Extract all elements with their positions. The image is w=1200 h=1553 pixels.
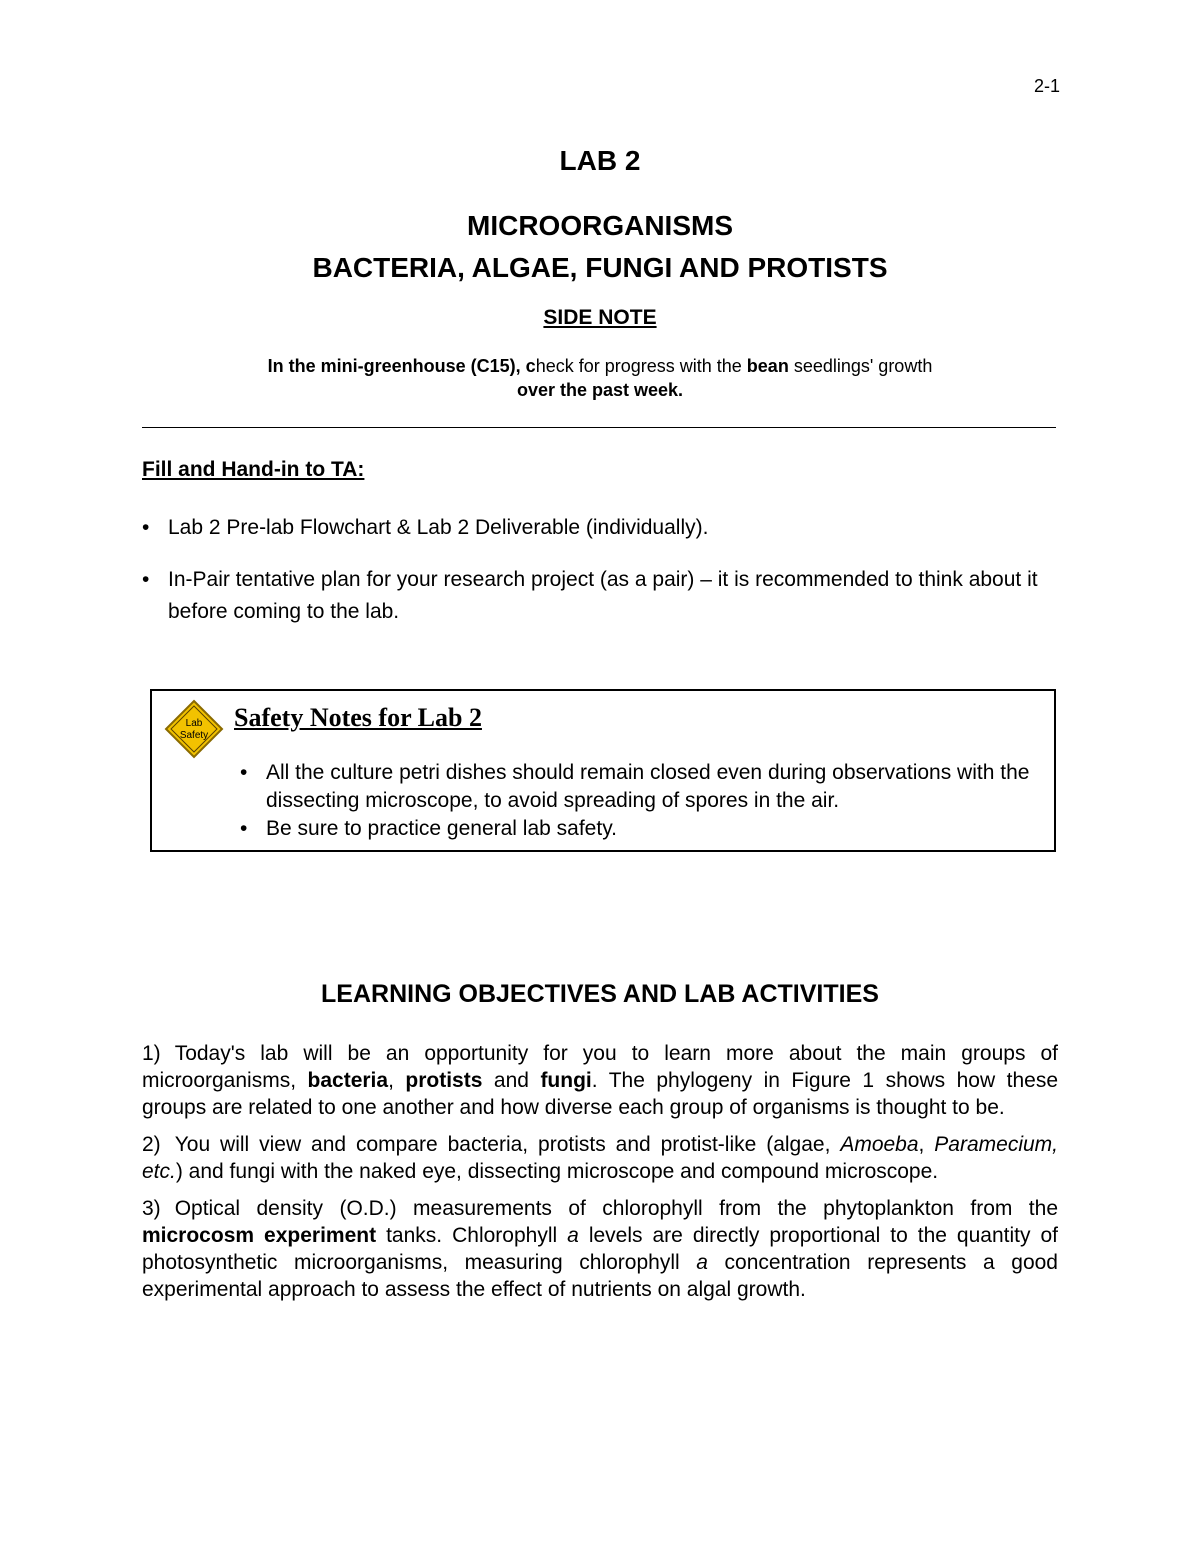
- side-note-text: [0, 354, 1200, 402]
- objective-text: tanks. Chlorophyll: [376, 1224, 568, 1247]
- hand-in-item: • In-Pair tentative plan for your research project (as a pair) – it is recommended to think about it before coming to the lab.: [142, 564, 1062, 628]
- term-chlorophyll-a: a: [696, 1251, 708, 1274]
- objective-text: You will view and compare bacteria, protists and protist-like (algae,: [174, 1133, 841, 1156]
- side-note-check: heck for progress with the: [535, 356, 747, 376]
- term-bacteria: bacteria: [307, 1069, 389, 1092]
- subtitle-microorganisms: MICROORGANISMS: [467, 210, 733, 241]
- safety-heading: Safety Notes for Lab 2: [234, 703, 482, 732]
- objective-text: levels are directly proportional to the quantity of photosynthetic microorganisms, measuring chlorophyll: [142, 1224, 1058, 1274]
- section-divider: [142, 427, 1056, 428]
- objectives-heading: LEARNING OBJECTIVES AND LAB ACTIVITIES: [321, 980, 879, 1008]
- safety-notes-box: [150, 689, 1056, 852]
- hand-in-item: • Lab 2 Pre-lab Flowchart & Lab 2 Deliverable (individually).: [142, 512, 1062, 544]
- safety-sign-line1: Lab: [185, 718, 203, 729]
- term-chlorophyll-a: a: [567, 1224, 579, 1247]
- objective-number: 3): [142, 1197, 161, 1220]
- side-note-bold-intro: In the mini-greenhouse (C15), c: [267, 356, 536, 376]
- objective-text: . The phylogeny in Figure 1 shows how these groups are related to one another and how diverse each group of organisms is thought to be.: [142, 1069, 1058, 1119]
- page-number: 2-1: [1033, 76, 1060, 96]
- objective-text: and: [482, 1069, 541, 1092]
- objectives-list: [142, 1040, 1058, 1313]
- objective-text: concentration represents a good experimental approach to assess the effect of nutrients on algal growth.: [142, 1251, 1058, 1301]
- objective-1: [142, 1040, 1058, 1121]
- objective-3: [142, 1195, 1058, 1303]
- title-block: [0, 143, 1200, 289]
- side-note-bean: bean: [746, 356, 789, 376]
- safety-list: [240, 759, 1040, 843]
- objective-text: Optical density (O.D.) measurements of chlorophyll from the phytoplankton from the: [174, 1197, 1058, 1220]
- objective-number: 1): [142, 1042, 161, 1065]
- objective-text: ,: [918, 1133, 935, 1156]
- objective-number: 2): [142, 1133, 161, 1156]
- fill-hand-in-heading: Fill and Hand-in to TA:: [142, 458, 365, 481]
- term-fungi: fungi: [540, 1069, 592, 1092]
- lab-title: LAB 2: [559, 145, 641, 176]
- objective-2: [142, 1131, 1058, 1185]
- term-paramecium: Paramecium, etc.: [142, 1133, 1058, 1183]
- objective-text: Today's lab will be an opportunity for you to learn more about the main groups of microorganisms,: [142, 1042, 1058, 1092]
- safety-item: • All the culture petri dishes should remain closed even during observations with the dissecting microscope, to avoid spreading of spores in the air.: [240, 759, 1040, 815]
- subtitle-groups: BACTERIA, ALGAE, FUNGI AND PROTISTS: [312, 252, 888, 283]
- side-note-growth: seedlings' growth: [788, 356, 933, 376]
- term-protists: protists: [405, 1069, 483, 1092]
- safety-item: • Be sure to practice general lab safety.: [240, 815, 1040, 843]
- safety-sign-diamond: [166, 701, 222, 757]
- side-note-past-week: over the past week.: [516, 380, 684, 400]
- lab-safety-sign-icon: [164, 699, 224, 759]
- term-amoeba: Amoeba: [840, 1133, 919, 1156]
- objective-text: ,: [388, 1069, 406, 1092]
- hand-in-list: [142, 512, 1062, 648]
- safety-sign-line2: Safety: [179, 730, 209, 741]
- objective-text: ) and fungi with the naked eye, dissecting microscope and compound microscope.: [175, 1160, 939, 1183]
- side-note: [0, 306, 1200, 402]
- side-note-heading: SIDE NOTE: [543, 306, 657, 329]
- term-microcosm-experiment: microcosm experiment: [142, 1224, 377, 1247]
